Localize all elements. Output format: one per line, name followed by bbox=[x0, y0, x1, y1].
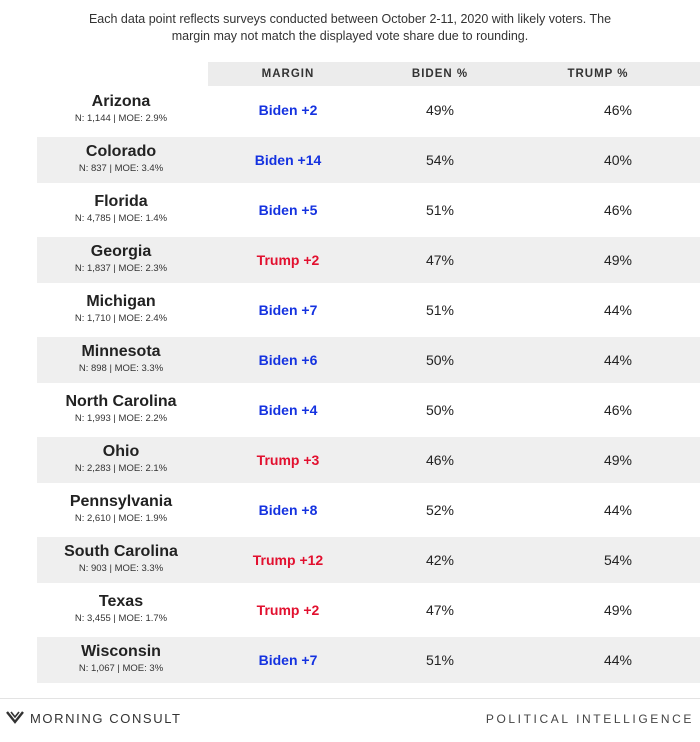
table-row bbox=[0, 387, 700, 433]
state-sample-info: N: 4,785 | MOE: 1.4% bbox=[74, 213, 168, 224]
trump-share-cell: 46% bbox=[603, 402, 633, 418]
tagline: POLITICAL INTELLIGENCE bbox=[485, 712, 694, 726]
state-name: Arizona bbox=[91, 93, 151, 110]
header-biden: BIDEN % bbox=[411, 68, 469, 80]
state-cell bbox=[36, 543, 206, 575]
table-row bbox=[0, 637, 700, 683]
state-cell bbox=[36, 343, 206, 375]
note-line-2: margin may not match the displayed vote share due to rounding. bbox=[171, 29, 529, 43]
table-row bbox=[0, 137, 700, 183]
margin-cell: Biden +7 bbox=[258, 652, 318, 668]
state-name: Texas bbox=[98, 593, 144, 610]
margin-cell: Trump +2 bbox=[256, 252, 320, 268]
state-cell bbox=[36, 143, 206, 175]
state-sample-info: N: 1,144 | MOE: 2.9% bbox=[74, 113, 168, 124]
table-row bbox=[0, 87, 700, 133]
margin-cell: Biden +6 bbox=[258, 352, 318, 368]
state-sample-info: N: 1,067 | MOE: 3% bbox=[78, 663, 164, 674]
state-name: Colorado bbox=[85, 143, 157, 160]
trump-share-cell: 46% bbox=[603, 202, 633, 218]
note-line-1: Each data point reflects surveys conducted between October 2-11, 2020 with likely voters. The bbox=[88, 12, 612, 26]
table-header bbox=[208, 62, 700, 86]
margin-cell: Biden +5 bbox=[258, 202, 318, 218]
state-sample-info: N: 1,837 | MOE: 2.3% bbox=[74, 263, 168, 274]
header-margin: MARGIN bbox=[261, 68, 315, 80]
state-cell bbox=[36, 593, 206, 625]
trump-share-cell: 49% bbox=[603, 452, 633, 468]
biden-share-cell: 52% bbox=[425, 502, 455, 518]
state-name: South Carolina bbox=[64, 543, 178, 560]
trump-share-cell: 46% bbox=[603, 102, 633, 118]
table-row bbox=[0, 287, 700, 333]
subtitle-note bbox=[0, 11, 700, 45]
biden-share-cell: 42% bbox=[425, 552, 455, 568]
logo-text: MORNING CONSULT bbox=[30, 710, 182, 726]
trump-share-cell: 49% bbox=[603, 602, 633, 618]
state-sample-info: N: 898 | MOE: 3.3% bbox=[78, 363, 164, 374]
margin-cell: Biden +7 bbox=[258, 302, 318, 318]
table-row bbox=[0, 587, 700, 633]
state-sample-info: N: 837 | MOE: 3.4% bbox=[78, 163, 164, 174]
trump-share-cell: 44% bbox=[603, 352, 633, 368]
table-row bbox=[0, 487, 700, 533]
table-row bbox=[0, 237, 700, 283]
biden-share-cell: 49% bbox=[425, 102, 455, 118]
state-cell bbox=[36, 493, 206, 525]
biden-share-cell: 51% bbox=[425, 202, 455, 218]
state-cell bbox=[36, 393, 206, 425]
state-name: Ohio bbox=[102, 443, 140, 460]
table-row bbox=[0, 337, 700, 383]
biden-share-cell: 50% bbox=[425, 402, 455, 418]
state-name: North Carolina bbox=[65, 393, 177, 410]
state-cell bbox=[36, 443, 206, 475]
biden-share-cell: 54% bbox=[425, 152, 455, 168]
state-sample-info: N: 903 | MOE: 3.3% bbox=[78, 563, 164, 574]
biden-share-cell: 46% bbox=[425, 452, 455, 468]
trump-share-cell: 44% bbox=[603, 302, 633, 318]
morning-consult-icon bbox=[6, 711, 24, 725]
footer-divider bbox=[0, 698, 700, 699]
margin-cell: Trump +2 bbox=[256, 602, 320, 618]
margin-cell: Trump +3 bbox=[256, 452, 320, 468]
state-name: Michigan bbox=[86, 293, 156, 310]
biden-share-cell: 47% bbox=[425, 252, 455, 268]
trump-share-cell: 44% bbox=[603, 502, 633, 518]
margin-cell: Biden +14 bbox=[254, 152, 322, 168]
morning-consult-logo bbox=[6, 708, 182, 728]
state-name: Florida bbox=[94, 193, 148, 210]
margin-cell: Biden +4 bbox=[258, 402, 318, 418]
state-name: Wisconsin bbox=[81, 643, 161, 660]
state-sample-info: N: 3,455 | MOE: 1.7% bbox=[74, 613, 168, 624]
state-name: Minnesota bbox=[81, 343, 161, 360]
table-row bbox=[0, 187, 700, 233]
table-row bbox=[0, 537, 700, 583]
margin-cell: Biden +2 bbox=[258, 102, 318, 118]
biden-share-cell: 51% bbox=[425, 302, 455, 318]
margin-cell: Biden +8 bbox=[258, 502, 318, 518]
state-cell bbox=[36, 643, 206, 675]
state-cell bbox=[36, 293, 206, 325]
biden-share-cell: 51% bbox=[425, 652, 455, 668]
state-cell bbox=[36, 193, 206, 225]
biden-share-cell: 47% bbox=[425, 602, 455, 618]
header-trump: TRUMP % bbox=[567, 68, 629, 80]
state-sample-info: N: 1,993 | MOE: 2.2% bbox=[74, 413, 168, 424]
trump-share-cell: 54% bbox=[603, 552, 633, 568]
state-cell bbox=[36, 93, 206, 125]
trump-share-cell: 49% bbox=[603, 252, 633, 268]
state-name: Pennsylvania bbox=[69, 493, 173, 510]
state-cell bbox=[36, 243, 206, 275]
margin-cell: Trump +12 bbox=[252, 552, 324, 568]
trump-share-cell: 40% bbox=[603, 152, 633, 168]
trump-share-cell: 44% bbox=[603, 652, 633, 668]
state-sample-info: N: 2,610 | MOE: 1.9% bbox=[74, 513, 168, 524]
state-name: Georgia bbox=[90, 243, 152, 260]
table-row bbox=[0, 437, 700, 483]
state-sample-info: N: 1,710 | MOE: 2.4% bbox=[74, 313, 168, 324]
state-sample-info: N: 2,283 | MOE: 2.1% bbox=[74, 463, 168, 474]
biden-share-cell: 50% bbox=[425, 352, 455, 368]
